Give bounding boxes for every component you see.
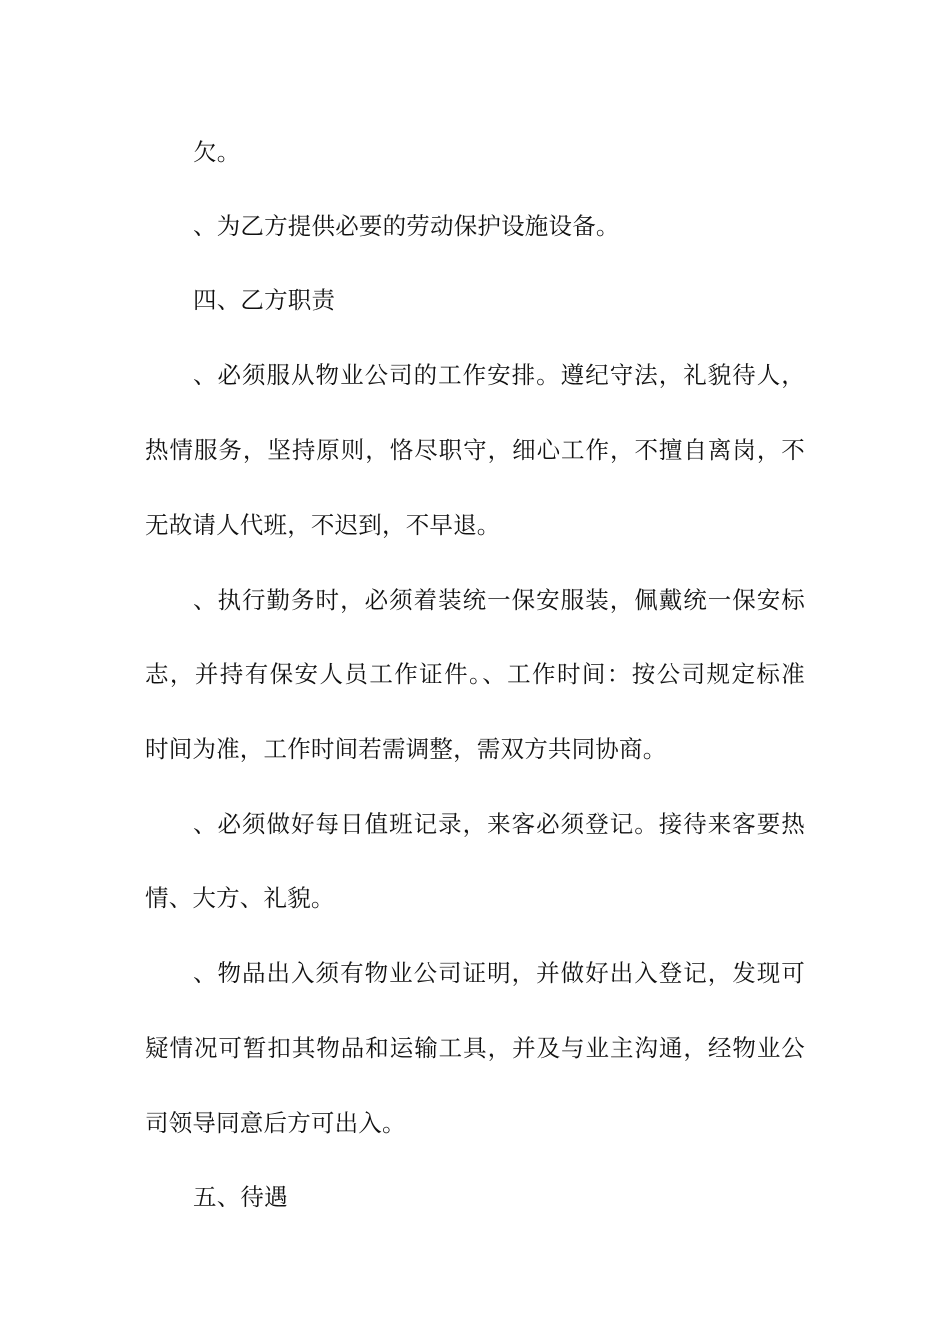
text-line-2: 、为乙方提供必要的劳动保护设施设备。 [193, 212, 620, 240]
text-line-6: 无故请人代班，不迟到，不早退。 [145, 511, 501, 539]
text-line-4: 、必须服从物业公司的工作安排。遵纪守法，礼貌待人， [193, 361, 805, 389]
text-line-7: 、执行勤务时，必须着装统一保安服装，佩戴统一保安标 [193, 586, 805, 614]
text-line-14: 司领导同意后方可出入。 [145, 1109, 406, 1137]
text-line-12: 、物品出入须有物业公司证明，并做好出入登记，发现可 [193, 959, 805, 987]
text-line-11: 情、大方、礼貌。 [145, 884, 335, 912]
section-heading-benefits: 五、待遇 [193, 1183, 288, 1211]
text-line-9: 时间为准，工作时间若需调整，需双方共同协商。 [145, 735, 667, 763]
text-line-13: 疑情况可暂扣其物品和运输工具，并及与业主沟通，经物业公 [145, 1034, 805, 1062]
text-line-5: 热情服务，坚持原则，恪尽职守，细心工作，不擅自离岗，不 [145, 436, 805, 464]
text-line-1: 欠。 [193, 138, 241, 166]
text-line-10: 、必须做好每日值班记录，来客必须登记。接待来客要热 [193, 810, 805, 838]
text-line-8: 志，并持有保安人员工作证件。、工作时间：按公司规定标准 [145, 660, 805, 688]
section-heading-duties: 四、乙方职责 [193, 286, 336, 314]
